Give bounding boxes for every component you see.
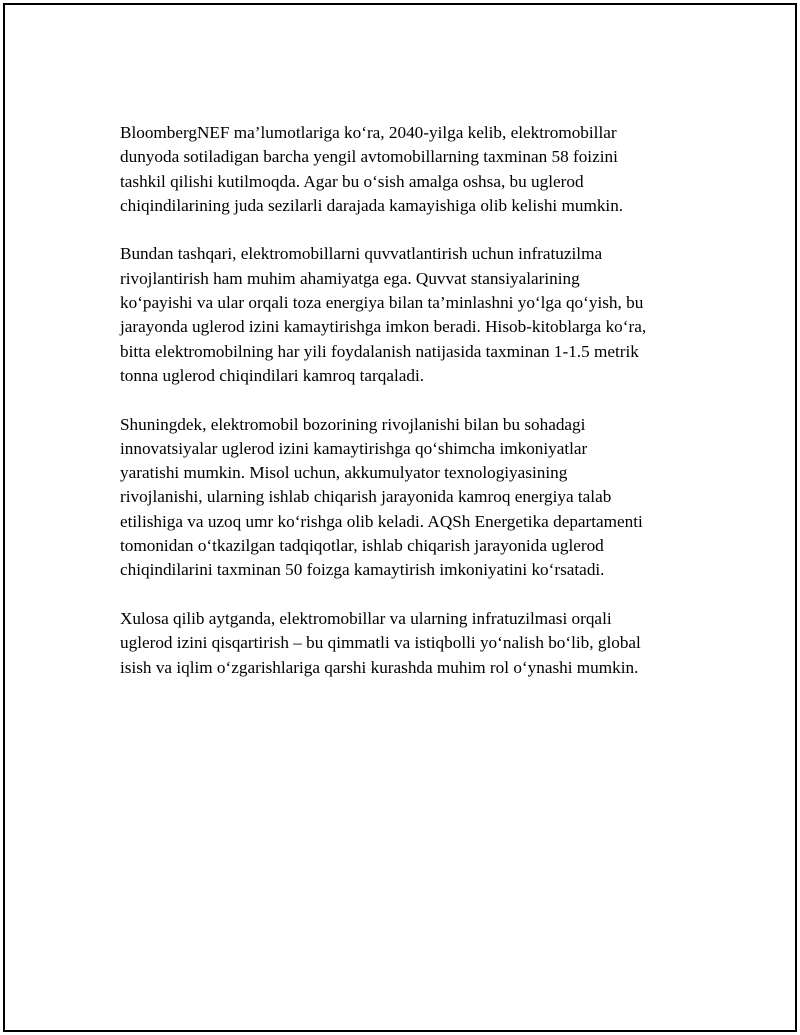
paragraph-1: BloombergNEF ma’lumotlariga ko‘ra, 2040-yilga kelib, elektromobillar dunyoda sotiladigan barcha yengil avtomobillarning taxminan 58 foizini tashkil qilishi kutilmoqda. Agar bu o‘sish amalga oshsa, bu uglerod chiqindilarining juda sezilarli darajada kamayishiga olib kelishi mumkin. (120, 123, 624, 215)
paragraph-2: Bundan tashqari, elektromobillarni quvvatlantirish uchun infratuzilma rivojlantirish ham muhim ahamiyatga ega. Quvvat stansiyalarining ko‘payishi va ular orqali toza energiya bilan ta’minlashni yo‘lga qo‘yish, bu jarayonda uglerod izini kamaytirishga imkon beradi. Hisob-kitoblarga ko‘ra, bitta elektromobilning har yili foydalanish natijasida taxminan 1-1.5 metrik tonna uglerod chiqindilari kamroq tarqaladi. (120, 244, 647, 385)
paragraph-3: Shuningdek, elektromobil bozorining rivojlanishi bilan bu sohadagi innovatsiyalar uglerod izini kamaytirishga qo‘shimcha imkoniyatlar yaratishi mumkin. Misol uchun, akkumulyator texnologiyasining rivojlanishi, ularning ishlab chiqarish jarayonida kamroq energiya talab etilishiga va uzoq umr ko‘rishga olib keladi. AQSh Energetika departamenti tomonidan o‘tkazilgan tadqiqotlar, ishlab chiqarish jarayonida uglerod chiqindilarini taxminan 50 foizga kamaytirish imkoniyatini ko‘rsatadi. (120, 414, 643, 580)
document-body (120, 121, 700, 704)
paragraph-4: Xulosa qilib aytganda, elektromobillar va ularning infratuzilmasi orqali uglerod izini qisqartirish – bu qimmatli va istiqbolli yo‘nalish bo‘lib, global isish va iqlim o‘zgarishlariga qarshi kurashda muhim rol o‘ynashi mumkin. (120, 608, 641, 677)
page-border (3, 3, 797, 1032)
